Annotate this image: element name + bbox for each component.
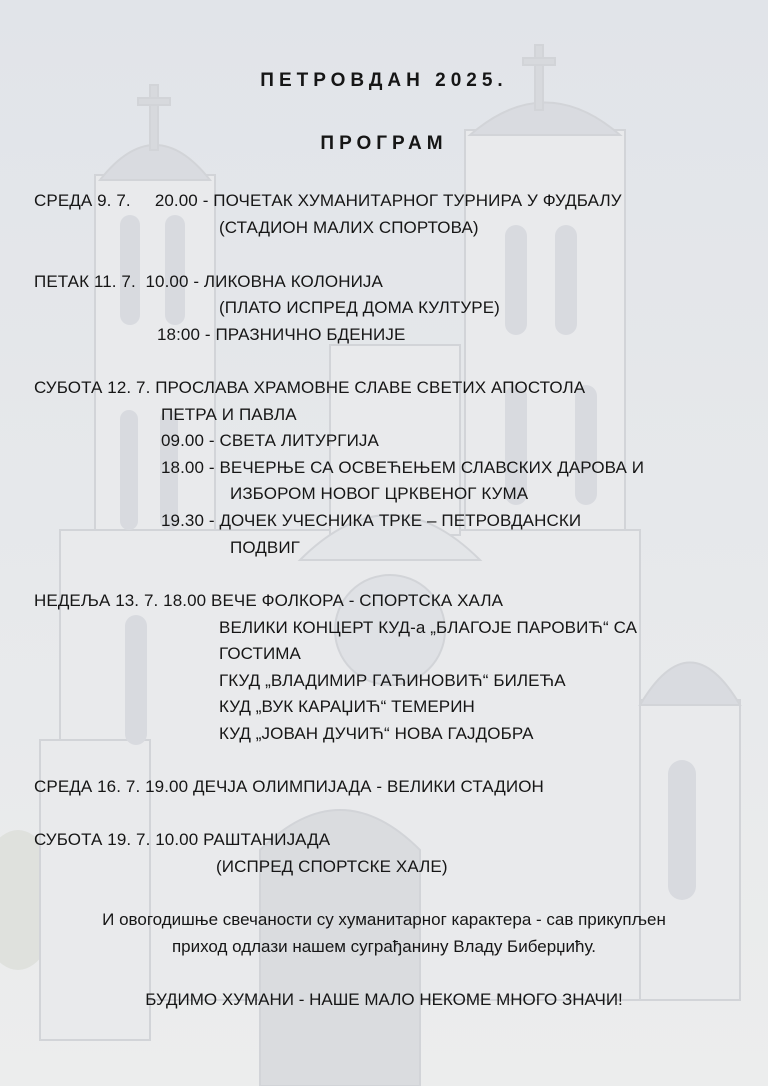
- program-line: НЕДЕЉА 13. 7. 18.00 ВЕЧЕ ФОЛКОРА - СПОРТСКА ХАЛА: [34, 591, 504, 610]
- program-line: ПОДВИГ: [230, 538, 300, 557]
- program-line: ПЕТАК 11. 7. 10.00 - ЛИКОВНА КОЛОНИЈА: [34, 272, 383, 291]
- program-line: 19.30 - ДОЧЕК УЧЕСНИКА ТРКЕ – ПЕТРОВДАНСКИ: [161, 511, 582, 530]
- page-subtitle: ПРОГРАМ: [320, 133, 448, 154]
- program-line: КУД „ЈОВАН ДУЧИЋ“ НОВА ГАЈДОБРА: [219, 724, 534, 743]
- program-line: ГКУД „ВЛАДИМИР ГАЋИНОВИЋ“ БИЛЕЋА: [219, 671, 566, 690]
- program-line: СУБОТА 19. 7. 10.00 РАШТАНИЈАДА: [34, 830, 331, 849]
- slogan: БУДИМО ХУМАНИ - НАШЕ МАЛО НЕКОМЕ МНОГО ЗНАЧИ!: [145, 990, 623, 1009]
- program-line: ГОСТИМА: [219, 644, 301, 663]
- program-line: ВЕЛИКИ КОНЦЕРТ КУД-а „БЛАГОЈЕ ПАРОВИЋ“ СА: [219, 618, 638, 637]
- program-line: 09.00 - СВЕТА ЛИТУРГИЈА: [161, 431, 379, 450]
- program-line: 18.00 - ВЕЧЕРЊЕ СА ОСВЕЋЕЊЕМ СЛАВСКИХ ДАРОВА И: [161, 458, 645, 477]
- program-line: КУД „ВУК КАРАЏИЋ“ ТЕМЕРИН: [219, 697, 475, 716]
- charity-note-line-1: И овогодишње свечаности су хуманитарног карактера - сав прикупљен: [102, 910, 666, 929]
- program-line: ИЗБОРОМ НОВОГ ЦРКВЕНОГ КУМА: [230, 484, 529, 503]
- program-line: СРЕДА 16. 7. 19.00 ДЕЧЈА ОЛИМПИЈАДА - ВЕЛИКИ СТАДИОН: [34, 777, 544, 796]
- program-line: (ИСПРЕД СПОРТСКЕ ХАЛЕ): [216, 857, 448, 876]
- program-line: (СТАДИОН МАЛИХ СПОРТОВА): [219, 218, 479, 237]
- program-line: ПЕТРА И ПАВЛА: [161, 405, 297, 424]
- program-line: (ПЛАТО ИСПРЕД ДОМА КУЛТУРЕ): [219, 298, 500, 317]
- charity-note-line-2: приход одлази нашем суграђанину Владу Биберџићу.: [171, 937, 597, 956]
- program-line: СРЕДА 9. 7. 20.00 - ПОЧЕТАК ХУМАНИТАРНОГ ТУРНИРА У ФУДБАЛУ: [34, 191, 622, 210]
- program-line: 18:00 - ПРАЗНИЧНО БДЕНИЈЕ: [157, 325, 406, 344]
- page-title: ПЕТРОВДАН 2025.: [260, 70, 508, 91]
- program-line: СУБОТА 12. 7. ПРОСЛАВА ХРАМОВНЕ СЛАВЕ СВЕТИХ АПОСТОЛА: [34, 378, 586, 397]
